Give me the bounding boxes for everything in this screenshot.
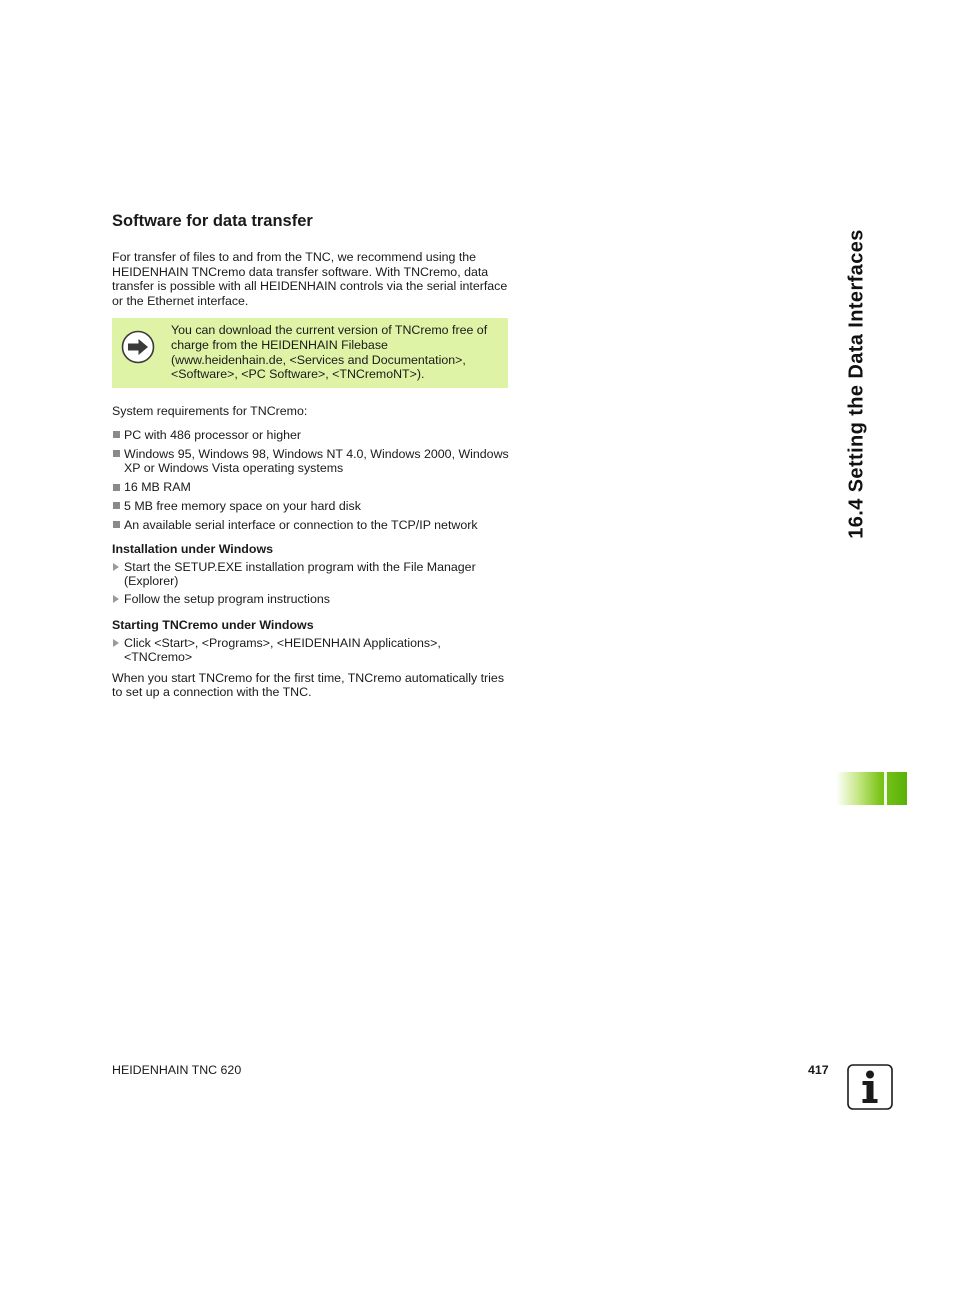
page-number: 417 — [808, 1063, 829, 1077]
step-item: Follow the setup program instructions — [112, 592, 512, 607]
step-triangle-icon — [113, 563, 119, 571]
starting-steps — [112, 636, 512, 665]
bullet-square-icon — [113, 484, 120, 491]
info-icon — [847, 1064, 893, 1110]
chapter-title: 16.4 Setting the Data Interfaces — [845, 229, 868, 539]
section-heading: Software for data transfer — [112, 212, 313, 230]
note-box — [112, 318, 508, 388]
step-item: Start the SETUP.EXE installation program with the File Manager (Explorer) — [112, 560, 512, 589]
requirements-list — [112, 428, 512, 532]
step-triangle-icon — [113, 639, 119, 647]
list-item: 5 MB free memory space on your hard disk — [112, 499, 512, 514]
bullet-square-icon — [113, 450, 120, 457]
bullet-square-icon — [113, 521, 120, 528]
main-content — [112, 211, 512, 700]
list-item: PC with 486 processor or higher — [112, 428, 512, 443]
list-item: An available serial interface or connection to the TCP/IP network — [112, 518, 512, 533]
installation-steps — [112, 560, 512, 607]
intro-paragraph: For transfer of files to and from the TNC, we recommend using the HEIDENHAIN TNCremo data transfer software. With TNCremo, data transfer is possible with all HEIDENHAIN controls via the serial interface or the Ethernet interface. — [112, 250, 508, 308]
bullet-square-icon — [113, 502, 120, 509]
closing-paragraph: When you start TNCremo for the first time, TNCremo automatically tries to set up a connection with the TNC. — [112, 670, 505, 700]
bullet-square-icon — [113, 431, 120, 438]
requirements-intro: System requirements for TNCremo: — [112, 404, 308, 419]
starting-heading: Starting TNCremo under Windows — [112, 618, 314, 633]
arrow-right-icon — [121, 330, 155, 364]
list-item: 16 MB RAM — [112, 480, 512, 495]
list-item: Windows 95, Windows 98, Windows NT 4.0, Windows 2000, Windows XP or Windows Vista operating systems — [112, 447, 512, 476]
step-item: Click <Start>, <Programs>, <HEIDENHAIN Applications>, <TNCremo> — [112, 636, 512, 665]
footer-product: HEIDENHAIN TNC 620 — [112, 1063, 242, 1077]
note-text: You can download the current version of TNCremo free of charge from the HEIDENHAIN Filebase (www.heidenhain.de, <Services and Documentation>, <Software>, <PC Software>, <TNCremoNT>). — [171, 323, 488, 382]
chapter-tab — [836, 772, 907, 805]
step-triangle-icon — [113, 595, 119, 603]
installation-heading: Installation under Windows — [112, 542, 273, 557]
